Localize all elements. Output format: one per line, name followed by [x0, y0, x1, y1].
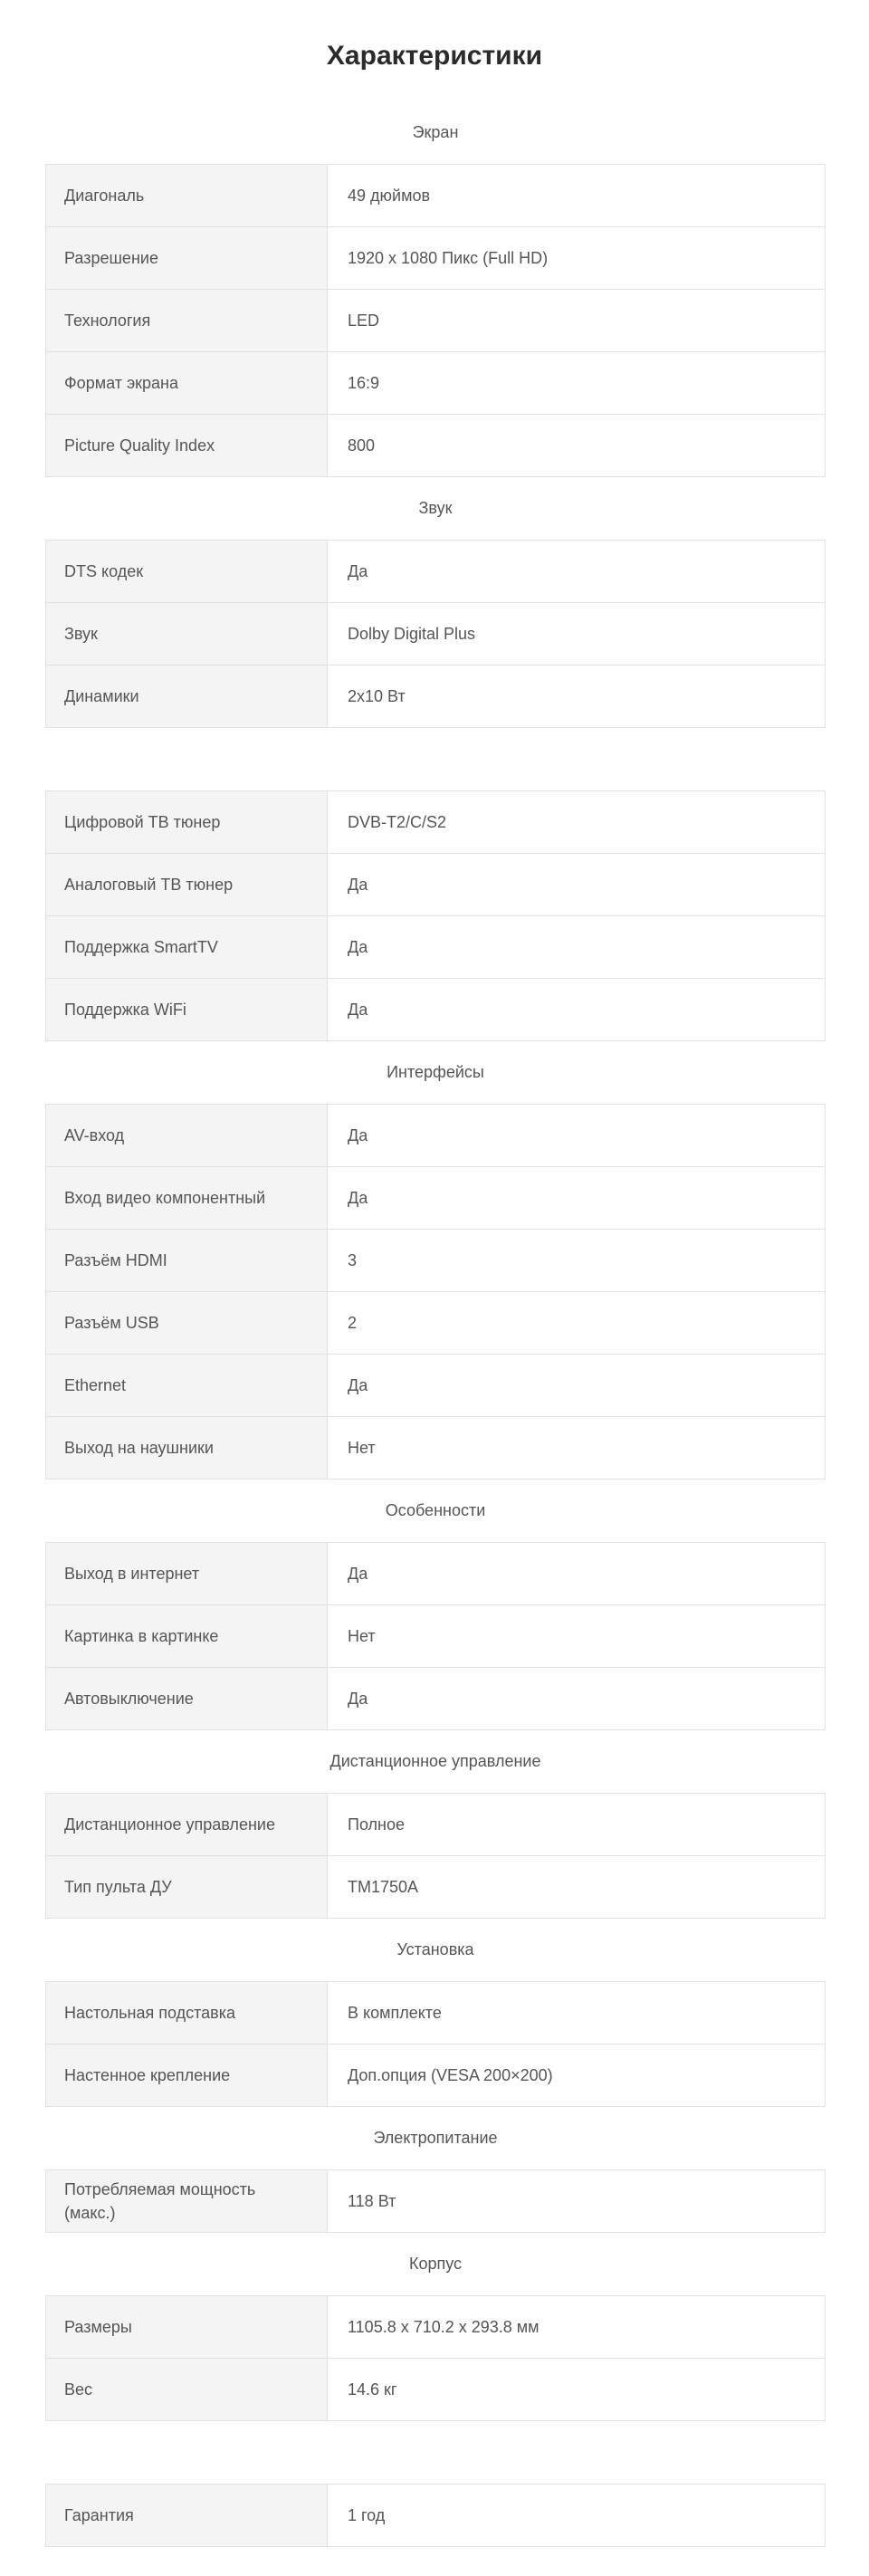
- section-title: Особенности: [385, 1501, 486, 1519]
- spec-table: [45, 540, 826, 728]
- spec-value: 16:9: [348, 373, 380, 392]
- spec-key: Дистанционное управление: [46, 1794, 328, 1855]
- specs-container: [0, 101, 869, 2547]
- spec-row: [46, 1355, 825, 1417]
- spec-table: [45, 1793, 826, 1919]
- section-title: Установка: [396, 1940, 474, 1958]
- spec-value: Полное: [348, 1815, 406, 1834]
- spec-value: LED: [348, 311, 380, 330]
- spec-key: Звук: [46, 603, 328, 665]
- spec-value: Да: [348, 1188, 368, 1207]
- spec-key: Диагональ: [46, 165, 328, 226]
- section-title: [45, 728, 826, 790]
- spec-value: 14.6 кг: [348, 2380, 397, 2399]
- spec-value: DVB-T2/C/S2: [348, 812, 447, 831]
- spec-section: [45, 101, 826, 477]
- spec-row: [46, 1794, 825, 1856]
- spec-row: [46, 1982, 825, 2045]
- spec-section: [45, 1919, 826, 2107]
- spec-value: Да: [348, 561, 368, 580]
- section-title: Корпус: [408, 2255, 463, 2273]
- section-title: Звук: [418, 499, 453, 517]
- spec-table: [45, 1981, 826, 2107]
- spec-value: Да: [348, 1000, 368, 1019]
- spec-key: Выход на наушники: [46, 1417, 328, 1479]
- spec-key: Автовыключение: [46, 1668, 328, 1729]
- spec-row: [46, 791, 825, 854]
- spec-key: Выход в интернет: [46, 1543, 328, 1604]
- spec-value: 2: [348, 1313, 358, 1332]
- spec-row: [46, 1105, 825, 1167]
- spec-key: AV-вход: [46, 1105, 328, 1166]
- spec-row: [46, 1167, 825, 1230]
- spec-row: [46, 916, 825, 979]
- spec-section: [45, 477, 826, 728]
- spec-key: Формат экрана: [46, 352, 328, 414]
- spec-value: Да: [348, 937, 368, 956]
- spec-key: Вес: [46, 2359, 328, 2420]
- spec-table: [45, 1542, 826, 1730]
- spec-value: Да: [348, 875, 368, 894]
- spec-value: Доп.опция (VESA 200×200): [348, 2065, 553, 2084]
- spec-key: Вход видео компонентный: [46, 1167, 328, 1229]
- spec-value: 1105.8 x 710.2 x 293.8 мм: [348, 2317, 540, 2336]
- spec-section: [45, 2107, 826, 2233]
- spec-key: Поддержка WiFi: [46, 979, 328, 1040]
- spec-key: Picture Quality Index: [46, 415, 328, 476]
- spec-value: 1920 x 1080 Пикс (Full HD): [348, 248, 549, 267]
- spec-key: Гарантия: [46, 2485, 328, 2546]
- spec-row: [46, 227, 825, 290]
- spec-key: Настенное крепление: [46, 2045, 328, 2106]
- spec-key: Динамики: [46, 666, 328, 727]
- spec-value: 49 дюймов: [348, 186, 431, 205]
- spec-section: [45, 728, 826, 1041]
- spec-table: [45, 2295, 826, 2421]
- spec-row: [46, 1292, 825, 1355]
- spec-key: Разъём USB: [46, 1292, 328, 1354]
- spec-table: [45, 164, 826, 477]
- spec-section: [45, 1041, 826, 1480]
- spec-key: DTS кодек: [46, 541, 328, 602]
- spec-row: [46, 2045, 825, 2107]
- spec-value: Да: [348, 1689, 368, 1708]
- page-title: Характеристики: [326, 41, 543, 71]
- spec-row: [46, 666, 825, 728]
- spec-value: Dolby Digital Plus: [348, 624, 476, 643]
- spec-row: [46, 854, 825, 916]
- spec-value: Нет: [348, 1438, 376, 1457]
- spec-value: 2x10 Вт: [348, 686, 406, 705]
- spec-row: [46, 1230, 825, 1292]
- spec-key: Картинка в картинке: [46, 1605, 328, 1667]
- spec-key: Потребляемая мощность (макс.): [46, 2170, 328, 2232]
- spec-row: [46, 415, 825, 477]
- spec-row: [46, 1417, 825, 1480]
- spec-row: [46, 1668, 825, 1730]
- spec-row: [46, 2485, 825, 2547]
- spec-row: [46, 979, 825, 1041]
- spec-key: Аналоговый ТВ тюнер: [46, 854, 328, 915]
- spec-value: 118 Вт: [348, 2191, 396, 2210]
- spec-row: [46, 1856, 825, 1919]
- section-title: Электропитание: [373, 2129, 498, 2147]
- spec-key: Ethernet: [46, 1355, 328, 1416]
- section-title: Интерфейсы: [387, 1063, 484, 1081]
- spec-row: [46, 1605, 825, 1668]
- spec-row: [46, 2359, 825, 2421]
- spec-value: 1 год: [348, 2505, 386, 2524]
- spec-value: Нет: [348, 1626, 376, 1645]
- spec-table: [45, 2484, 826, 2547]
- spec-row: [46, 290, 825, 352]
- spec-row: [46, 1543, 825, 1605]
- spec-value: Да: [348, 1125, 368, 1144]
- spec-key: Поддержка SmartTV: [46, 916, 328, 978]
- spec-section: [45, 2421, 826, 2547]
- spec-section: [45, 1480, 826, 1730]
- spec-value: TM1750A: [348, 1877, 419, 1896]
- spec-value: 800: [348, 436, 376, 455]
- spec-value: Да: [348, 1564, 368, 1583]
- spec-key: Разрешение: [46, 227, 328, 289]
- spec-row: [46, 541, 825, 603]
- spec-row: [46, 2296, 825, 2359]
- spec-table: [45, 790, 826, 1041]
- spec-section: [45, 1730, 826, 1919]
- spec-key: Разъём HDMI: [46, 1230, 328, 1291]
- spec-value: 3: [348, 1250, 358, 1269]
- spec-table: [45, 2169, 826, 2233]
- spec-table: [45, 1104, 826, 1480]
- spec-row: [46, 352, 825, 415]
- spec-row: [46, 603, 825, 666]
- section-title: Дистанционное управление: [329, 1752, 541, 1770]
- section-title: Экран: [412, 123, 459, 141]
- spec-row: [46, 2170, 825, 2233]
- spec-key: Тип пульта ДУ: [46, 1856, 328, 1918]
- spec-value: Да: [348, 1375, 368, 1394]
- spec-key: Технология: [46, 290, 328, 351]
- spec-key: Размеры: [46, 2296, 328, 2358]
- spec-key: Настольная подставка: [46, 1982, 328, 2044]
- spec-key: Цифровой ТВ тюнер: [46, 791, 328, 853]
- spec-row: [46, 165, 825, 227]
- spec-section: [45, 2233, 826, 2421]
- spec-value: В комплекте: [348, 2003, 442, 2022]
- section-title: [45, 2421, 826, 2484]
